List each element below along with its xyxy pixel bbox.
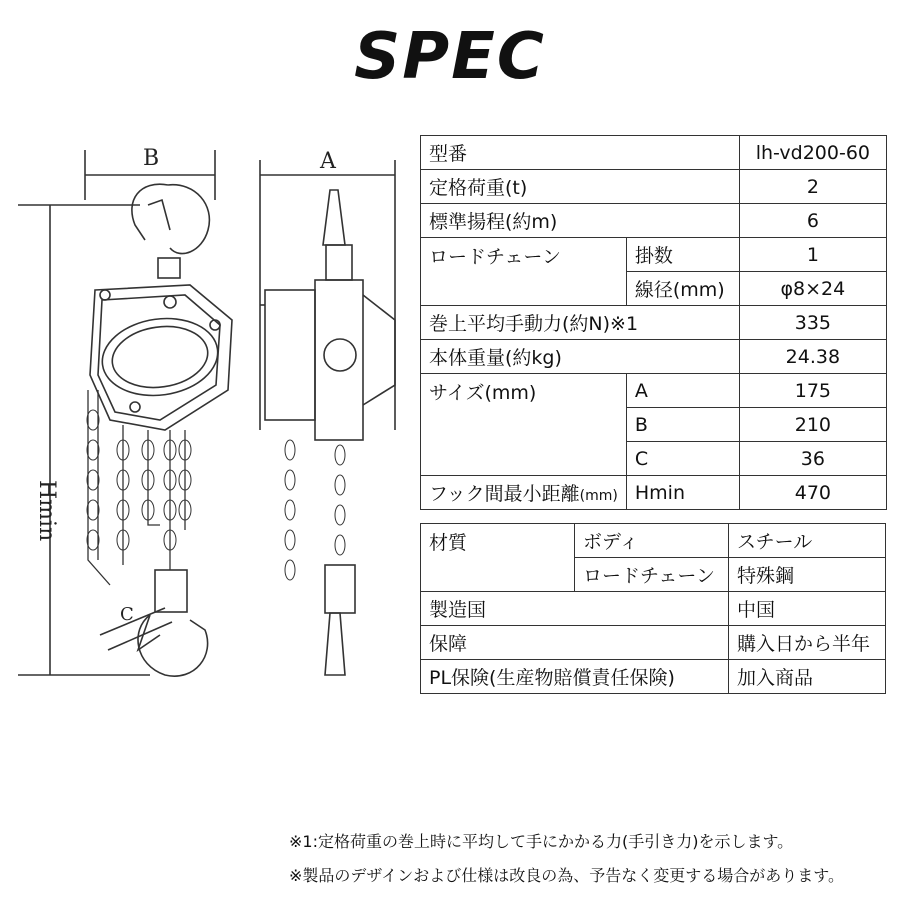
table-row bbox=[421, 660, 886, 694]
table-row bbox=[421, 374, 887, 408]
body-value: スチール bbox=[729, 524, 886, 558]
hook-distance-text: フック間最小距離 bbox=[429, 483, 580, 505]
note-1: ※1:定格荷重の巻上時に平均して手にかかる力(手引き力)を示します。 bbox=[289, 832, 794, 851]
a-value: 175 bbox=[739, 374, 886, 408]
hook-distance-unit: (mm) bbox=[579, 488, 618, 504]
origin-label: 製造国 bbox=[421, 592, 729, 626]
chain2-value: 特殊鋼 bbox=[729, 558, 886, 592]
b-value: 210 bbox=[739, 408, 886, 442]
hmin-label: Hmin bbox=[626, 476, 739, 510]
pl-value: 加入商品 bbox=[729, 660, 886, 694]
chain-hoist-drawing bbox=[0, 130, 420, 710]
table-row bbox=[421, 306, 887, 340]
diameter-value: φ8×24 bbox=[739, 272, 886, 306]
footnotes bbox=[289, 825, 844, 893]
lift-value: 6 bbox=[739, 204, 886, 238]
dim-b-label: B bbox=[143, 146, 160, 171]
diameter-label: 線径(mm) bbox=[626, 272, 739, 306]
pl-label: PL保険(生産物賠償責任保険) bbox=[421, 660, 729, 694]
size-label: サイズ(mm) bbox=[421, 374, 627, 476]
table-row bbox=[421, 524, 886, 558]
warranty-label: 保障 bbox=[421, 626, 729, 660]
material-table bbox=[420, 523, 886, 694]
weight-label: 本体重量(約kg) bbox=[421, 340, 740, 374]
chain-label: ロードチェーン bbox=[421, 238, 627, 306]
origin-value: 中国 bbox=[729, 592, 886, 626]
capacity-value: 2 bbox=[739, 170, 886, 204]
dim-c-label: C bbox=[120, 604, 134, 625]
pull-label: 巻上平均手動力(約N)※1 bbox=[421, 306, 740, 340]
c-label: C bbox=[626, 442, 739, 476]
warranty-value: 購入日から半年 bbox=[729, 626, 886, 660]
table-row bbox=[421, 136, 887, 170]
pull-value: 335 bbox=[739, 306, 886, 340]
falls-label: 掛数 bbox=[626, 238, 739, 272]
body-label: ボディ bbox=[575, 524, 729, 558]
table-row bbox=[421, 592, 886, 626]
table-row bbox=[421, 340, 887, 374]
table-row bbox=[421, 170, 887, 204]
model-value: lh-vd200-60 bbox=[739, 136, 886, 170]
capacity-label: 定格荷重(t) bbox=[421, 170, 740, 204]
dim-a-label: A bbox=[320, 149, 336, 174]
material-label: 材質 bbox=[421, 524, 575, 592]
c-value: 36 bbox=[739, 442, 886, 476]
b-label: B bbox=[626, 408, 739, 442]
chain2-label: ロードチェーン bbox=[575, 558, 729, 592]
model-label: 型番 bbox=[421, 136, 740, 170]
spec-table bbox=[420, 135, 887, 510]
hmin-value: 470 bbox=[739, 476, 886, 510]
table-row bbox=[421, 476, 887, 510]
page-title: SPEC bbox=[354, 20, 546, 94]
dim-h-label: Hmin bbox=[34, 480, 59, 542]
weight-value: 24.38 bbox=[739, 340, 886, 374]
table-row bbox=[421, 204, 887, 238]
note-2: ※製品のデザインおよび仕様は改良の為、予告なく変更する場合があります。 bbox=[289, 866, 845, 885]
a-label: A bbox=[626, 374, 739, 408]
table-row bbox=[421, 626, 886, 660]
falls-value: 1 bbox=[739, 238, 886, 272]
hook-distance-label bbox=[421, 476, 627, 510]
lift-label: 標準揚程(約m) bbox=[421, 204, 740, 238]
table-row bbox=[421, 238, 887, 272]
